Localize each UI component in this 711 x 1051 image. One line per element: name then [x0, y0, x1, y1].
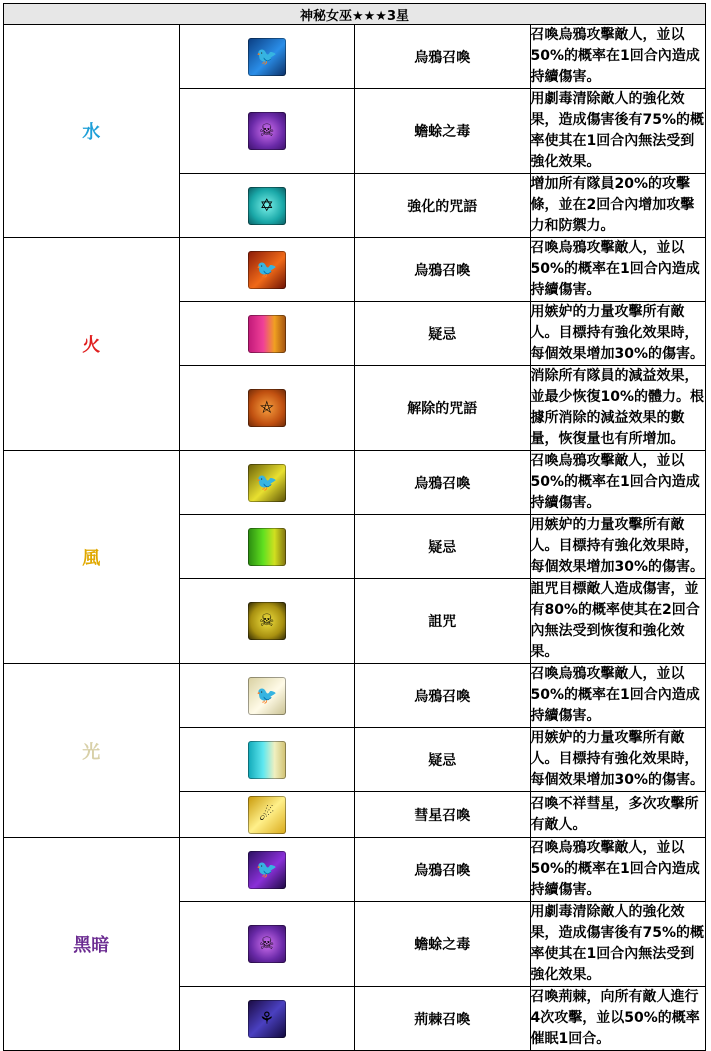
- skill-description: 消除所有隊員的減益效果，並最少恢復10%的體力。根據所消除的減益效果的數量，恢復量也有所增加。: [530, 366, 706, 451]
- table-title: 神秘女巫★★★3星: [4, 4, 706, 25]
- skill-description: 增加所有隊員20%的攻擊條，並在2回合內增加攻擊力和防禦力。: [530, 174, 706, 238]
- skill-icon-cell: [179, 664, 355, 728]
- skill-name: 烏鴉召喚: [355, 25, 531, 89]
- element-label: 火: [4, 238, 180, 451]
- crow-icon: 🐦: [248, 38, 286, 76]
- skill-table: [3, 3, 706, 1051]
- skill-description: 召喚不祥彗星，多次攻擊所有敵人。: [530, 792, 706, 838]
- jealousy-icon: [248, 741, 286, 779]
- poison-skull-icon: ☠: [248, 112, 286, 150]
- skill-description: 用嫉妒的力量攻擊所有敵人。目標持有強化效果時，每個效果增加30%的傷害。: [530, 515, 706, 579]
- skill-description: 用劇毒清除敵人的強化效果，造成傷害後有75%的概率使其在1回合內無法受到強化效果。: [530, 89, 706, 174]
- skill-icon-cell: [179, 515, 355, 579]
- skill-name: 詛咒: [355, 579, 531, 664]
- skill-name: 解除的咒語: [355, 366, 531, 451]
- skill-icon-cell: [179, 728, 355, 792]
- skill-row: [4, 451, 706, 515]
- skill-name: 荊棘召喚: [355, 987, 531, 1051]
- skill-description: 用劇毒清除敵人的強化效果，造成傷害後有75%的概率使其在1回合內無法受到強化效果。: [530, 902, 706, 987]
- thorns-icon: ⚘: [248, 1000, 286, 1038]
- skill-icon-cell: [179, 451, 355, 515]
- skill-name: 蟾蜍之毒: [355, 89, 531, 174]
- skill-icon-cell: [179, 366, 355, 451]
- skill-row: [4, 664, 706, 728]
- skill-table-body: [4, 25, 706, 1051]
- skill-icon-cell: [179, 902, 355, 987]
- skill-name: 烏鴉召喚: [355, 238, 531, 302]
- element-label: 光: [4, 664, 180, 838]
- pentagram-icon: ⛤: [248, 389, 286, 427]
- skill-description: 用嫉妒的力量攻擊所有敵人。目標持有強化效果時，每個效果增加30%的傷害。: [530, 302, 706, 366]
- skill-icon-cell: [179, 792, 355, 838]
- poison-skull-icon: ☠: [248, 925, 286, 963]
- skill-row: [4, 25, 706, 89]
- skill-description: 召喚烏鴉攻擊敵人，並以50%的概率在1回合內造成持續傷害。: [530, 25, 706, 89]
- element-label: 風: [4, 451, 180, 664]
- jealousy-icon: [248, 528, 286, 566]
- skill-description: 用嫉妒的力量攻擊所有敵人。目標持有強化效果時，每個效果增加30%的傷害。: [530, 728, 706, 792]
- skill-icon-cell: [179, 838, 355, 902]
- skill-row: [4, 838, 706, 902]
- skill-name: 疑忌: [355, 515, 531, 579]
- skill-row: [4, 238, 706, 302]
- element-label: 黑暗: [4, 838, 180, 1051]
- crow-icon: 🐦: [248, 251, 286, 289]
- skill-description: 召喚荊棘，向所有敵人進行4次攻擊，並以50%的概率催眠1回合。: [530, 987, 706, 1051]
- skill-name: 烏鴉召喚: [355, 664, 531, 728]
- skill-name: 烏鴉召喚: [355, 451, 531, 515]
- skill-icon-cell: [179, 579, 355, 664]
- skill-name: 蟾蜍之毒: [355, 902, 531, 987]
- skill-description: 召喚烏鴉攻擊敵人，並以50%的概率在1回合內造成持續傷害。: [530, 664, 706, 728]
- crow-icon: 🐦: [248, 851, 286, 889]
- skill-description: 詛咒目標敵人造成傷害，並有80%的概率使其在2回合內無法受到恢復和強化效果。: [530, 579, 706, 664]
- skill-icon-cell: [179, 174, 355, 238]
- jealousy-icon: [248, 315, 286, 353]
- skill-icon-cell: [179, 987, 355, 1051]
- skull-crossbones-icon: ☠: [248, 602, 286, 640]
- skill-name: 強化的咒語: [355, 174, 531, 238]
- skill-icon-cell: [179, 89, 355, 174]
- skill-name: 疑忌: [355, 302, 531, 366]
- hexagram-icon: ✡: [248, 187, 286, 225]
- skill-description: 召喚烏鴉攻擊敵人，並以50%的概率在1回合內造成持續傷害。: [530, 238, 706, 302]
- skill-icon-cell: [179, 302, 355, 366]
- skill-icon-cell: [179, 25, 355, 89]
- element-label: 水: [4, 25, 180, 238]
- skill-description: 召喚烏鴉攻擊敵人，並以50%的概率在1回合內造成持續傷害。: [530, 838, 706, 902]
- skill-name: 彗星召喚: [355, 792, 531, 838]
- comet-icon: ☄: [248, 796, 286, 834]
- crow-icon: 🐦: [248, 464, 286, 502]
- skill-description: 召喚烏鴉攻擊敵人，並以50%的概率在1回合內造成持續傷害。: [530, 451, 706, 515]
- skill-name: 烏鴉召喚: [355, 838, 531, 902]
- skill-name: 疑忌: [355, 728, 531, 792]
- crow-icon: 🐦: [248, 677, 286, 715]
- skill-icon-cell: [179, 238, 355, 302]
